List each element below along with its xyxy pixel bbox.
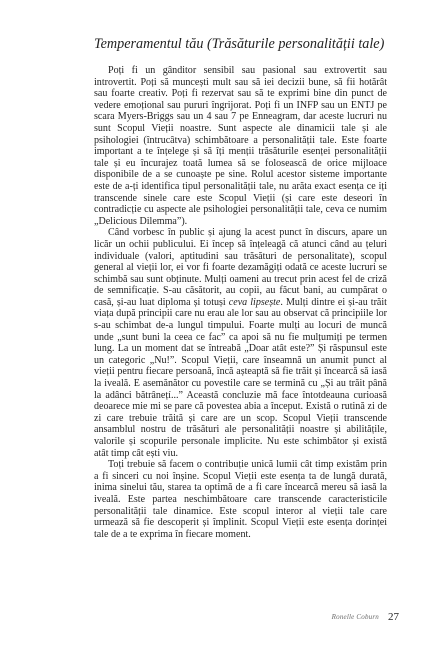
page-footer bbox=[0, 611, 437, 625]
paragraph: Poți fi un gânditor sensibil sau pasional sau extrovertit sau introvertit. Poți să muncești mult sau să iei decizii bune, să fii hotărât sau foarte creativ. Poți fi rezervat sau să te exprimi bine din punct de vedere emoțional sau pururi îngrijorat. Poți fi un INFP sau un ENTJ pe scara Myers-Briggs sau un 4 sau 7 pe Enneagram, dar aceste lucruri nu sunt Scopul Vieții noastre. Sunt aspecte ale dinamicii tale și ale psihologiei (întrucâtva) schimbătoare a personalității tale. Este foarte important a te înțelege și să îți menții trăsăturile esenței personalității tale și eu încurajez toată lumea să se folosească de orice mijloace disponibile de a se cunoaște pe sine. Rolul acestor sisteme importante este de a-ți identifica tipul personalității tale, nu arăta exact esența ce iți transcende sinele care este Scopul Vieții (și care este deseori în contradicție cu aspecte ale psihologiei personalității tale, ceva ce numim „Delicious Dilemma”). bbox=[94, 65, 387, 227]
page-number: 27 bbox=[388, 611, 399, 623]
paragraph bbox=[94, 227, 387, 459]
paragraph-text: . Mulți dintre ei și-au trăit viața după principii care nu erau ale lor sau au observat că principiile lor s-au schimbat de-a lungul timpului. Foarte mulți au locuri de muncă unde „sunt buni la ceea ce fac” ca apoi să nu fie mulțumiți pe termen lung. La un moment dat se întreabă „Doar atât este?” Și răspunsul este un categoric „Nu!”. Scopul Vieții, care înseamnă un anumit punct al vieții pentru fiecare persoană, încă așteaptă să fie trăit și încearcă să iasă la iveală. E asemănător cu povestile care se termină cu „Și au trăit până la adânci bătrânețí...” Această concluzie mă face întotdeauna curioasă deoarece mie mi se pare că povestea abia a început. Există o rutină zi de zi care trebuie trăită și care are un scop. Scopul Vieții transcende ansamblul nostru de trăsături ale personalității noastre și abilitățile, valorile și scopurile personale implicite. Nu este schimbător și există atât timp cât ești viu. bbox=[94, 296, 387, 459]
paragraph: Toți trebuie să facem o contribuție unică lumii cât timp existăm prin a fi sinceri cu noi înșine. Scopul Vieții este esența ta de lungă durată, inima sinelui tău, starea ta optimă de a fi care încearcă mereu să iasă la iveală. Este partea neschimbătoare care transcende caracteristicile personalității tale dinamice. Este scopul interor al vieții tale care urmează să fie descoperit și împlinit. Scopul Vieții este esența dorinței tale de a te exprima în fiecare moment. bbox=[94, 459, 387, 540]
page-title: Temperamentul tău (Trăsăturile personalității tale) bbox=[94, 36, 385, 52]
body-text bbox=[94, 65, 387, 540]
paragraph-text: Când vorbesc în public și ajung la acest punct în discurs, apare un licăr un ochii publicului. Ei încep să înțeleagă că atunci când au țeluri individuale (valori, aptitudini sau trăsături de personalitate), scopul general al vieții lor, ei vor fi foarte dezamăgiți odată ce aceste lucruri se schimbă sau sunt obținute. Mulți oameni au trecut prin acest fel de criză de semnificație. S-au căsătorit, au copii, au făcut bani, au cumpărat o casă, și-au luat diploma și totuși bbox=[94, 227, 387, 308]
emphasis-text: ceva lipsește bbox=[228, 296, 281, 308]
running-author: Ronelle Coburn bbox=[331, 613, 379, 621]
